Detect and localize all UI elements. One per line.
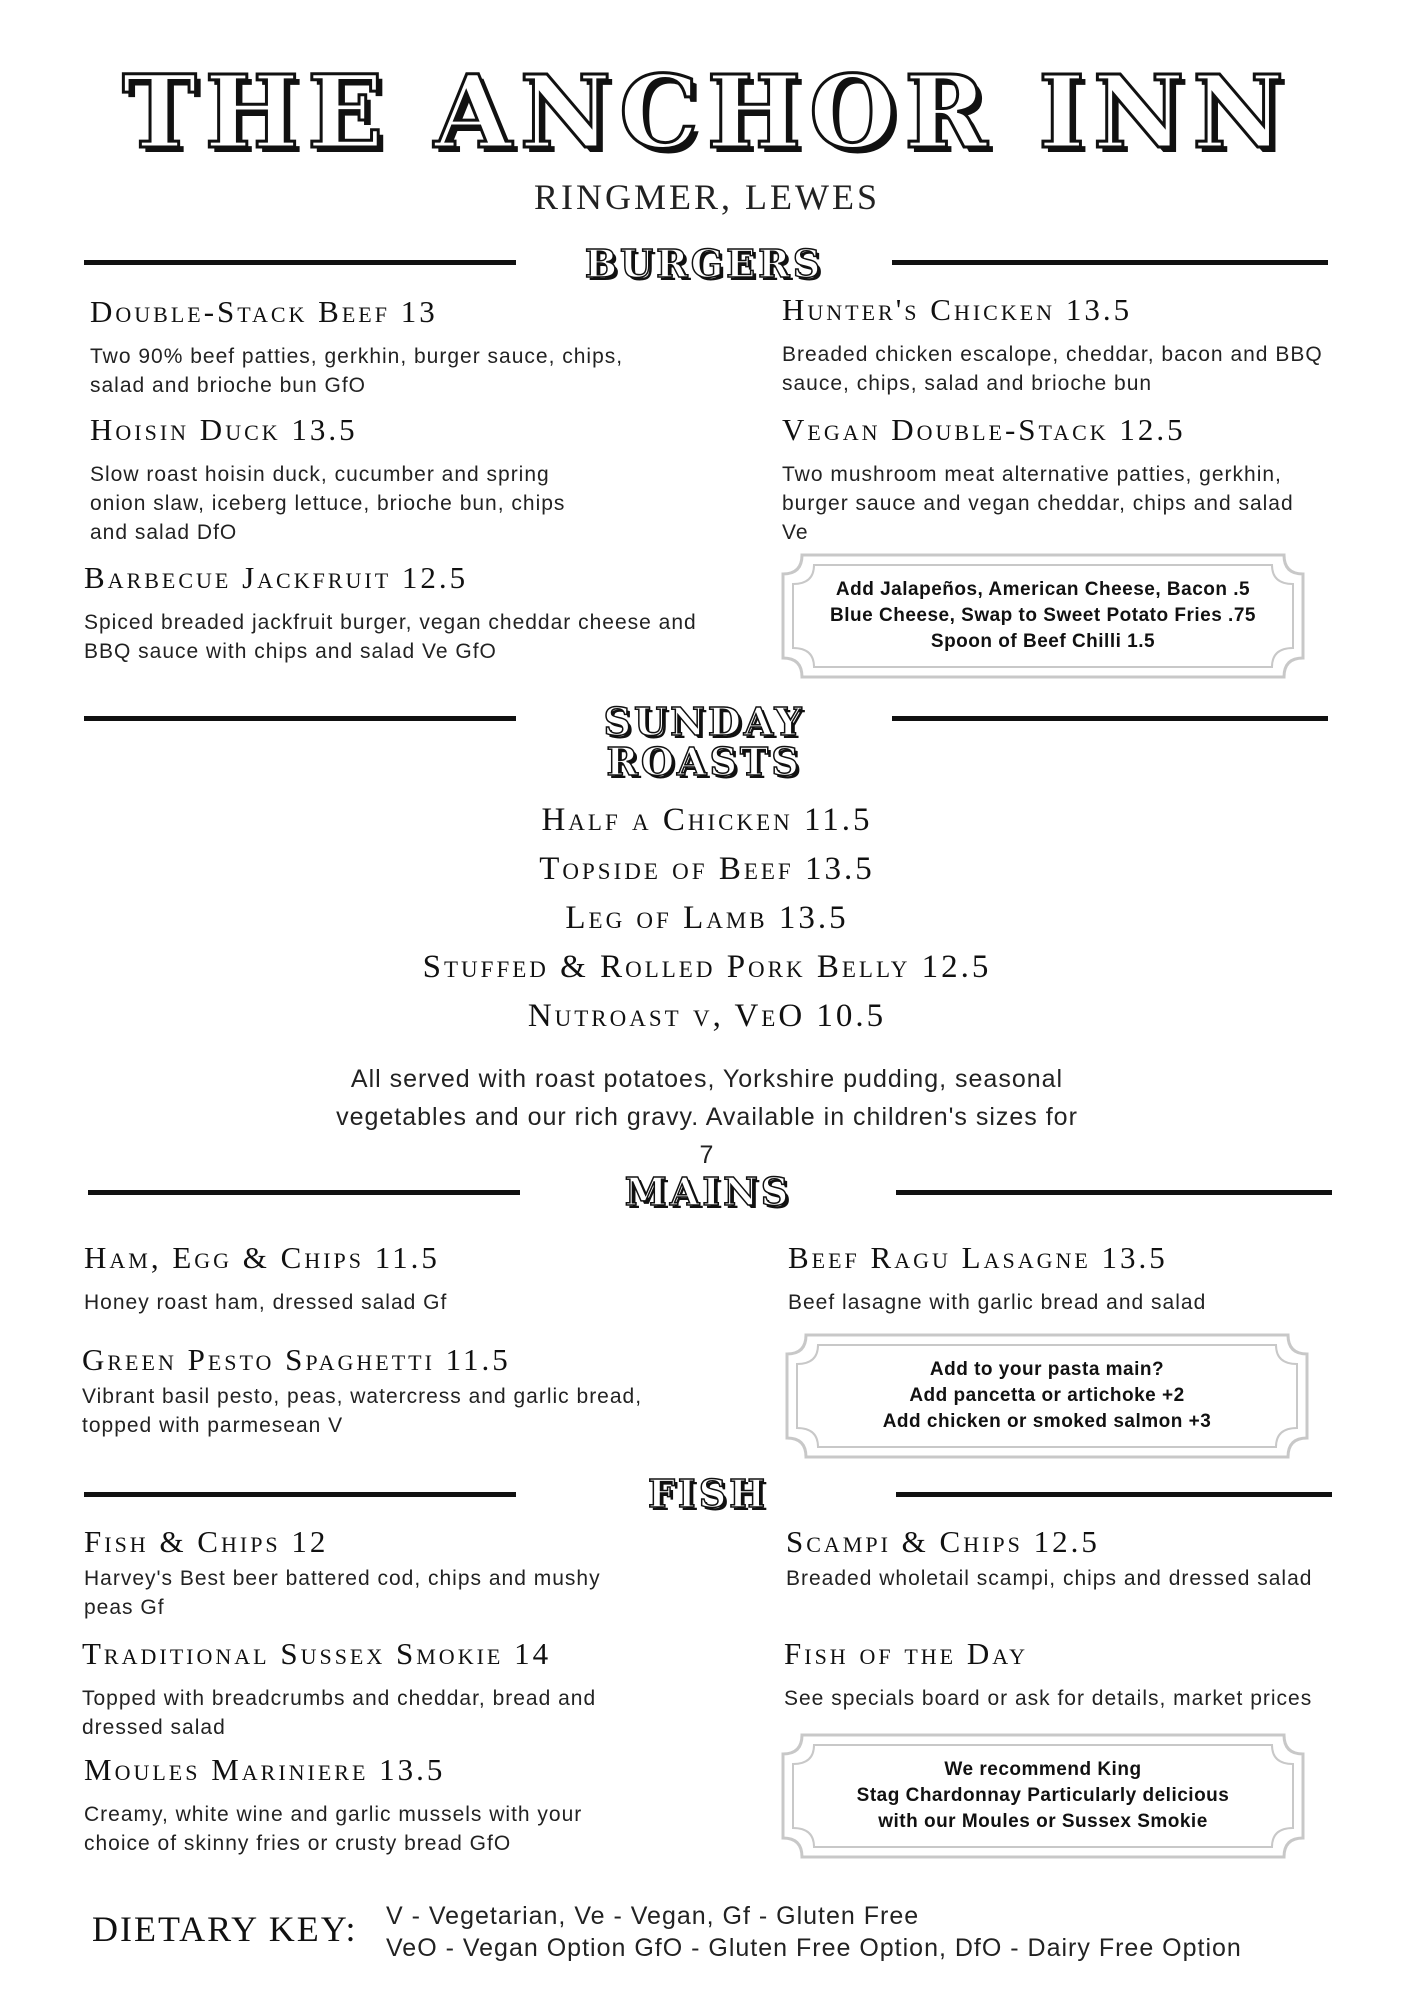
menu-item-vegan-double-stack: [782, 412, 1342, 547]
recommend-line: We recommend King: [944, 1759, 1142, 1780]
roast-item: Topside of Beef 13.5: [539, 851, 875, 887]
dietary-key-line2: VeO - Vegan Option GfO - Gluten Free Option, DfO - Dairy Free Option: [386, 1934, 1242, 1962]
roasts-heading: [516, 699, 892, 784]
burgers-rule-left: [84, 260, 516, 265]
item-name: Vegan Double-Stack 12.5: [782, 412, 1186, 447]
extra-line: Add to your pasta main?: [929, 1359, 1165, 1380]
mains-rule-right: [896, 1190, 1332, 1195]
item-description: Topped with breadcrumbs and cheddar, bread and dressed salad: [82, 1687, 597, 1739]
item-name: Fish of the Day: [784, 1636, 1028, 1671]
item-name: Double-Stack Beef 13: [90, 294, 438, 329]
menu-item-fish-of-the-day: [784, 1636, 1384, 1713]
roasts-note: All served with roast potatoes, Yorkshire pudding, seasonal vegetables and our rich gravy. Available in children's sizes for 7: [336, 1065, 1078, 1169]
item-description: Creamy, white wine and garlic mussels with your choice of skinny fries or crusty bread GfO: [84, 1803, 583, 1855]
fish-heading: FISH: [647, 1471, 769, 1516]
burgers-rule-right: [892, 260, 1328, 265]
item-name: Fish & Chips 12: [84, 1524, 329, 1559]
menu-item-moules-mariniere: [84, 1752, 704, 1858]
item-description: Breaded chicken escalope, cheddar, bacon and BBQ sauce, chips, salad and brioche bun: [782, 343, 1323, 395]
menu-item-beef-ragu-lasagne: [788, 1240, 1348, 1317]
extra-line: Add chicken or smoked salmon +3: [882, 1411, 1212, 1432]
roasts-heading-line1: SUNDAY: [603, 699, 805, 744]
burgers-heading: BURGERS: [584, 241, 824, 286]
menu-item-traditional-sussex-smokie: [82, 1636, 722, 1742]
restaurant-location: RINGMER, LEWES: [534, 177, 880, 217]
pasta-extras-plaque: [784, 1332, 1310, 1460]
recommend-line: Stag Chardonnay Particularly delicious: [856, 1785, 1230, 1806]
item-name: Green Pesto Spaghetti 11.5: [82, 1342, 511, 1377]
item-name: Ham, Egg & Chips 11.5: [84, 1240, 440, 1275]
restaurant-title: THE ANCHOR INN: [122, 53, 1292, 171]
mains-heading: MAINS: [624, 1169, 792, 1214]
fish-rule-left: [84, 1492, 516, 1497]
extra-line: Spoon of Beef Chilli 1.5: [930, 631, 1156, 652]
item-name: Barbecue Jackfruit 12.5: [84, 560, 469, 595]
item-description: Two 90% beef patties, gerkhin, burger sauce, chips, salad and brioche bun GfO: [90, 345, 624, 397]
item-description: Harvey's Best beer battered cod, chips and mushy peas Gf: [84, 1567, 601, 1619]
item-name: Scampi & Chips 12.5: [786, 1524, 1100, 1559]
item-description: See specials board or ask for details, market prices: [784, 1687, 1313, 1710]
extra-line: Add Jalapeños, American Cheese, Bacon .5: [835, 579, 1251, 600]
item-name: Moules Mariniere 13.5: [84, 1752, 446, 1787]
roast-item: Stuffed & Rolled Pork Belly 12.5: [422, 949, 992, 985]
item-name: Hunter's Chicken 13.5: [782, 292, 1133, 327]
menu-item-scampi-and-chips: [786, 1524, 1346, 1593]
recommend-line: with our Moules or Sussex Smokie: [878, 1811, 1208, 1832]
menu-item-hunters-chicken: [782, 292, 1342, 398]
item-description: Spiced breaded jackfruit burger, vegan cheddar cheese and BBQ sauce with chips and salad Ve GfO: [84, 611, 697, 663]
burger-extras-plaque: [780, 552, 1306, 680]
item-name: Traditional Sussex Smokie 14: [82, 1636, 552, 1671]
menu-item-double-stack-beef: [90, 294, 690, 400]
item-description: Slow roast hoisin duck, cucumber and spring onion slaw, iceberg lettuce, brioche bun, chips and salad DfO: [90, 463, 566, 544]
item-description: Honey roast ham, dressed salad Gf: [84, 1291, 448, 1314]
roast-item: Leg of Lamb 13.5: [565, 900, 849, 936]
item-description: Beef lasagne with garlic bread and salad: [788, 1291, 1207, 1314]
wine-recommendation-plaque: [780, 1732, 1306, 1860]
roasts-rule-right: [892, 716, 1328, 721]
extra-line: Blue Cheese, Swap to Sweet Potato Fries .75: [830, 605, 1256, 626]
dietary-key-label: DIETARY KEY:: [92, 1909, 358, 1949]
menu-item-green-pesto-spaghetti: [82, 1342, 682, 1440]
extra-line: Add pancetta or artichoke +2: [909, 1385, 1185, 1406]
roasts-heading-line2: ROASTS: [606, 739, 802, 784]
menu-item-barbecue-jackfruit: [84, 560, 704, 666]
mains-rule-left: [88, 1190, 520, 1195]
item-description: Breaded wholetail scampi, chips and dressed salad: [786, 1567, 1313, 1590]
roast-item: Half a Chicken 11.5: [541, 802, 873, 838]
menu-item-fish-and-chips: [84, 1524, 684, 1622]
fish-rule-right: [896, 1492, 1332, 1497]
roast-item: Nutroast v, VeO 10.5: [527, 998, 887, 1034]
menu-item-ham-egg-chips: [84, 1240, 704, 1317]
item-name: Hoisin Duck 13.5: [90, 412, 358, 447]
menu-item-hoisin-duck: [90, 412, 690, 547]
item-name: Beef Ragu Lasagne 13.5: [788, 1240, 1168, 1275]
item-description: Vibrant basil pesto, peas, watercress and garlic bread, topped with parmesean V: [82, 1385, 643, 1437]
dietary-key-line1: V - Vegetarian, Ve - Vegan, Gf - Gluten Free: [386, 1902, 920, 1930]
item-description: Two mushroom meat alternative patties, gerkhin, burger sauce and vegan cheddar, chips and salad Ve: [782, 463, 1294, 544]
roasts-rule-left: [84, 716, 516, 721]
